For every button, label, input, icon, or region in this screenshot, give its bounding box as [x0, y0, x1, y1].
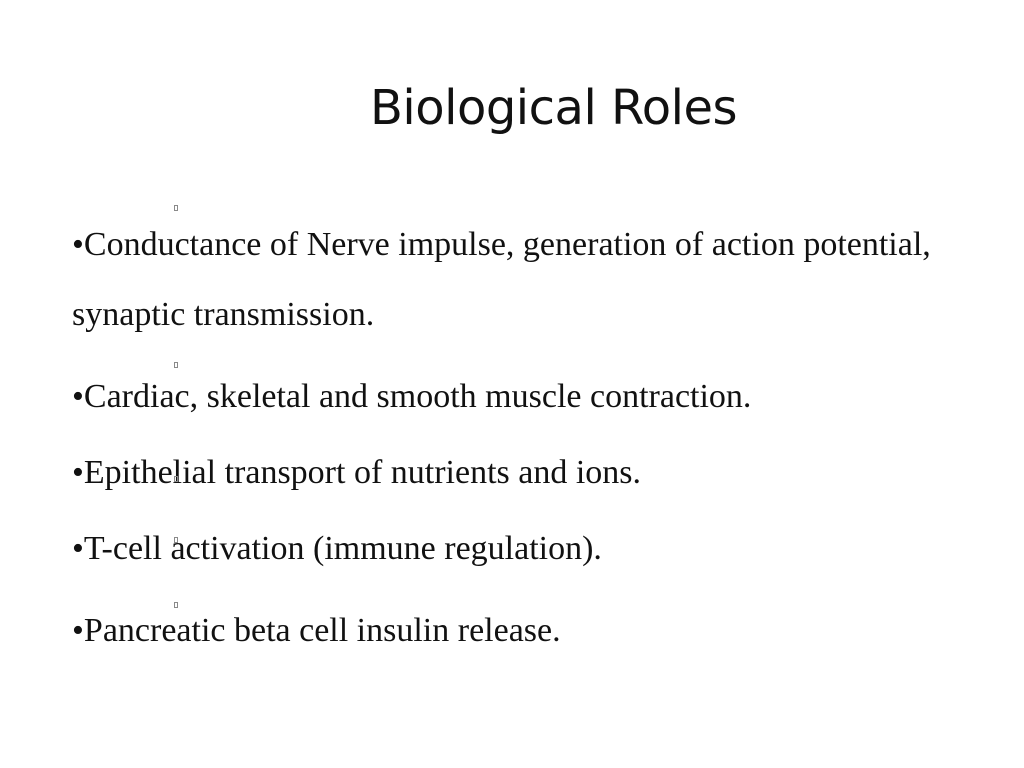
bullet-list	[72, 210, 952, 656]
missing-glyph-icon	[174, 205, 178, 211]
missing-glyph-icon	[174, 476, 178, 482]
missing-glyph-icon	[174, 537, 178, 543]
bullet-item	[72, 210, 952, 350]
missing-glyph-icon	[174, 362, 178, 368]
bullet-text: T-cell activation (immune regulation).	[83, 530, 602, 567]
bullet-text: Epithelial transport of nutrients and ions.	[83, 454, 642, 491]
bullet-text: Conductance of Nerve impulse, generation of action potential, synaptic transmission.	[72, 226, 931, 333]
bullet-dot: •	[72, 454, 84, 491]
bullet-item	[72, 524, 952, 574]
bullet-item	[72, 448, 952, 498]
bullet-text: Pancreatic beta cell insulin release.	[83, 612, 561, 649]
bullet-dot: •	[72, 530, 84, 567]
bullet-text: Cardiac, skeletal and smooth muscle contraction.	[83, 378, 752, 415]
bullet-item	[72, 606, 952, 656]
bullet-dot: •	[72, 612, 84, 649]
bullet-dot: •	[72, 226, 84, 263]
missing-glyph-icon	[174, 602, 178, 608]
bullet-dot: •	[72, 378, 84, 415]
slide-title: Biological Roles	[370, 80, 737, 136]
bullet-item	[72, 372, 952, 422]
